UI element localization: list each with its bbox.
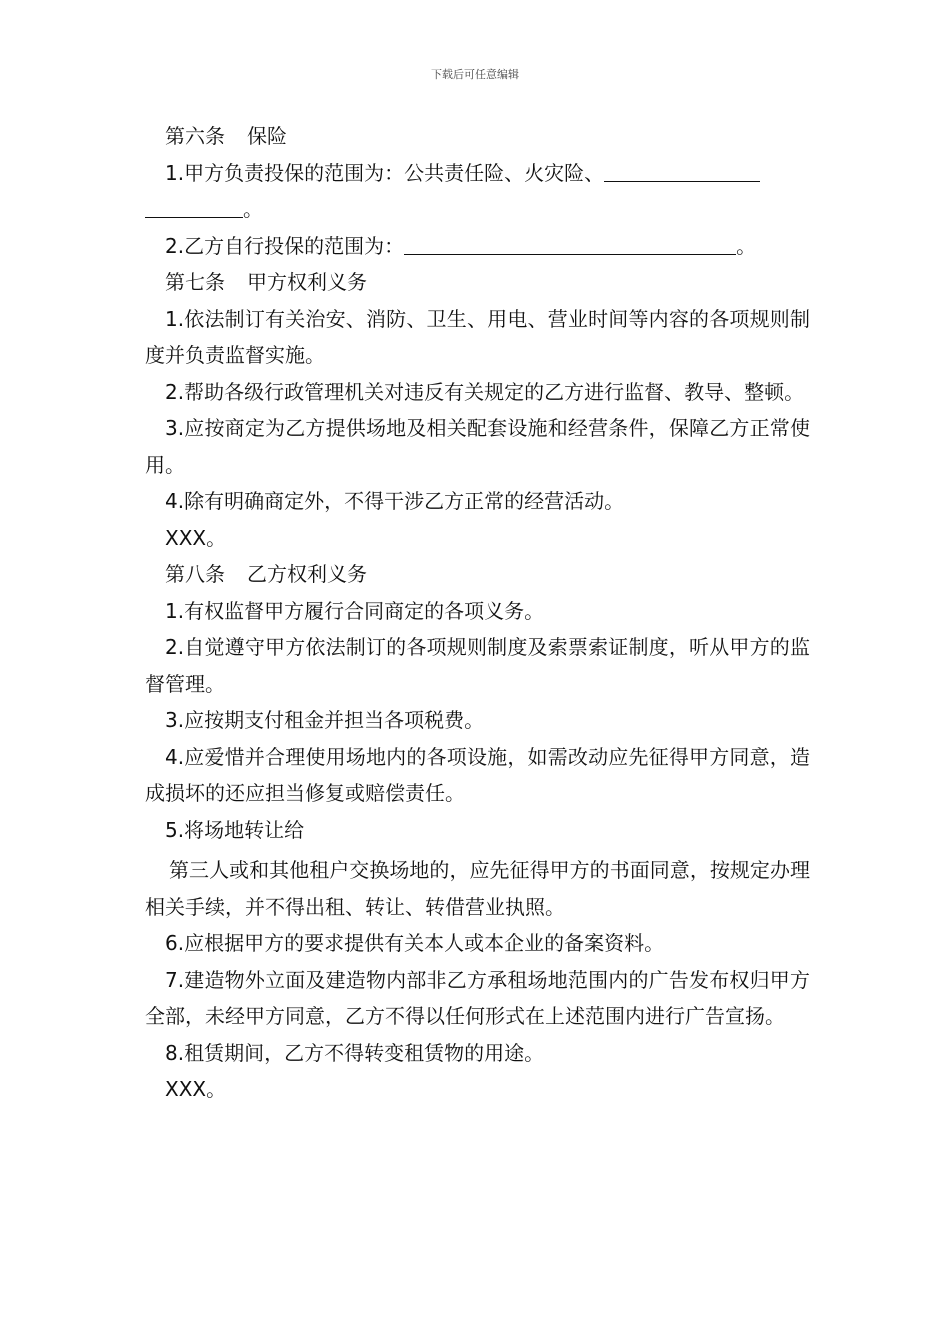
document-body	[145, 118, 810, 1108]
article6-title: 保险	[247, 124, 287, 148]
article6-item2: 2.乙方自行投保的范围为： 。	[165, 233, 757, 258]
blank-line[interactable]	[404, 232, 736, 255]
article6-item1: 1.甲方负责投保的范围为：公共责任险、火灾险、 。	[145, 155, 810, 228]
article7-title: 甲方权利义务	[247, 270, 367, 294]
article8-title: 乙方权利义务	[247, 562, 367, 586]
article6-number: 第六条	[165, 124, 225, 148]
article8-item: 第三人或和其他租户交换场地的，应先征得甲方的书面同意，按规定办理相关手续，并不得出租、转让、转借营业执照。	[145, 858, 810, 919]
article8-item: 7.建造物外立面及建造物内部非乙方承租场地范围内的广告发布权归甲方全部，未经甲方同意，乙方不得以任何形式在上述范围内进行广告宣扬。	[145, 967, 810, 1028]
article7-item: XXX。	[165, 525, 227, 550]
page-header: 下载后可任意编辑	[431, 68, 519, 81]
article8-item: 6.应根据甲方的要求提供有关本人或本企业的备案资料。	[165, 931, 665, 955]
article8-item: 4.应爱惜并合理使用场地内的各项设施，如需改动应先征得甲方同意，造成损坏的还应担当修复或赔偿责任。	[145, 744, 810, 805]
article8-heading	[145, 556, 810, 593]
article7-heading	[145, 264, 810, 301]
article8-item: 5.将场地转让给	[165, 817, 305, 842]
article8-item: 3.应按期支付租金并担当各项税费。	[165, 708, 485, 732]
blank-line[interactable]	[145, 195, 243, 218]
article7-item: 1.依法制订有关治安、消防、卫生、用电、营业时间等内容的各项规则制度并负责监督实施。	[145, 306, 810, 367]
article8-item: XXX。	[165, 1077, 227, 1101]
article7-item: 4.除有明确商定外，不得干涉乙方正常的经营活动。	[165, 489, 625, 513]
article8-item: 1.有权监督甲方履行合同商定的各项义务。	[165, 598, 545, 623]
article7-item: 2.帮助各级行政管理机关对违反有关规定的乙方进行监督、教导、整顿。	[165, 379, 805, 404]
article8-item: 2.自觉遵守甲方依法制订的各项规则制度及索票索证制度，听从甲方的监督管理。	[145, 635, 810, 696]
article6-heading	[145, 118, 810, 155]
blank-line[interactable]	[604, 159, 760, 182]
article7-item: 3.应按商定为乙方提供场地及相关配套设施和经营条件，保障乙方正常使用。	[145, 416, 810, 477]
article7-number: 第七条	[165, 270, 225, 294]
article8-item: 8.租赁期间，乙方不得转变租赁物的用途。	[165, 1040, 545, 1065]
article8-number: 第八条	[165, 562, 225, 586]
